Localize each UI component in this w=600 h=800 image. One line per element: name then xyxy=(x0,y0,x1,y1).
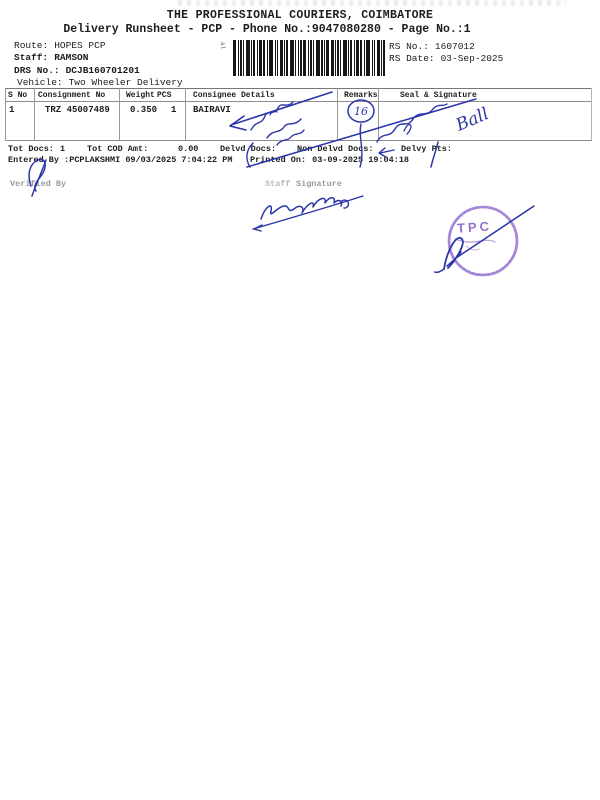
table-border-top xyxy=(5,88,592,89)
staff-line xyxy=(14,52,88,63)
delvy-pts-label: Delvy Pts: xyxy=(401,144,453,154)
rs-date-label: RS Date: xyxy=(389,53,435,64)
cell-consignee: BAIRAVI xyxy=(193,105,231,115)
courier-stamp xyxy=(449,207,517,275)
table-col-divider xyxy=(378,88,379,140)
cell-sno: 1 xyxy=(9,105,15,115)
tot-cod-value: 0.00 xyxy=(178,144,199,154)
route-line xyxy=(14,40,106,51)
drs-no-value: DCJB160701201 xyxy=(65,65,140,76)
table-border-right xyxy=(591,88,592,140)
table-border-left xyxy=(5,88,6,140)
drs-no-line xyxy=(14,65,140,76)
page-top-cutoff-artifact xyxy=(178,0,566,6)
entered-by-value: PCPLAKSHMI 09/03/2025 7:04:22 PM xyxy=(69,155,233,165)
vehicle-value: Two Wheeler Delivery xyxy=(68,77,183,88)
printed-on-line xyxy=(250,155,409,165)
verified-by-label: Verified By xyxy=(10,179,67,189)
rs-date-line xyxy=(389,53,503,64)
stamp-signature-handwriting xyxy=(435,206,534,272)
table-col-divider xyxy=(185,88,186,140)
page-subtitle: Delivery Runsheet - PCP - Phone No.:9047080280 - Page No.:1 xyxy=(63,23,471,36)
non-delvd-docs-label: Non Delvd Docs: xyxy=(297,144,374,154)
pen-scribble-right xyxy=(377,104,447,142)
vehicle-line xyxy=(17,77,183,88)
tot-cod-label: Tot COD Amt: xyxy=(87,144,149,154)
page-title: THE PROFESSIONAL COURIERS, COIMBATORE xyxy=(166,9,434,22)
table-border-bottom xyxy=(5,140,592,141)
drs-no-label: DRS No.: xyxy=(14,65,60,76)
staff-signature-label-word1: Staff xyxy=(265,179,291,189)
stamp-letters: TPC xyxy=(456,218,493,236)
tot-docs-label: Tot Docs: xyxy=(8,144,54,154)
rs-date-value: 03-Sep-2025 xyxy=(440,53,504,64)
printed-on-value: 03-09-2025 19:04:18 xyxy=(312,155,410,165)
staff-signature-handwriting xyxy=(253,196,363,231)
route-value: HOPES PCP xyxy=(54,40,106,51)
table-col-divider xyxy=(119,88,120,140)
table-border-header xyxy=(5,101,592,102)
cell-consignment-no: TRZ 45007489 xyxy=(45,105,110,115)
tot-docs-value: 1 xyxy=(60,144,66,154)
col-header-pcs: PCS xyxy=(157,91,172,100)
col-header-seal: Seal & Signature xyxy=(400,91,477,100)
entered-by-line xyxy=(8,155,232,165)
barcode xyxy=(233,40,385,76)
cell-weight: 0.350 xyxy=(130,105,158,115)
col-header-consignee: Consignee Details xyxy=(193,91,275,100)
col-header-sno: S No xyxy=(8,91,28,100)
rs-no-value: 1607012 xyxy=(434,41,475,52)
staff-label: Staff: xyxy=(14,52,49,63)
col-header-weight: Weight xyxy=(126,91,155,100)
table-col-divider xyxy=(337,88,338,140)
route-label: Route: xyxy=(14,40,49,51)
col-header-remarks: Remarks xyxy=(344,91,378,100)
barcode-edge-text: al xyxy=(219,42,226,50)
staff-value: RAMSON xyxy=(54,52,89,63)
table-col-divider xyxy=(34,88,35,140)
entered-by-label: Entered By : xyxy=(8,155,70,165)
delvd-docs-label: Delvd Docs: xyxy=(220,144,277,154)
handwritten-word-ball: Ball xyxy=(453,104,492,136)
col-header-consignment: Consignment No xyxy=(38,91,106,100)
cell-pcs: 1 xyxy=(171,105,177,115)
rs-no-label: RS No.: xyxy=(389,41,429,52)
vehicle-label: Vehicle: xyxy=(17,77,63,88)
pen-scribble-words xyxy=(251,102,304,145)
staff-signature-label-word2: Signature xyxy=(296,179,342,189)
printed-on-label: Printed On: xyxy=(250,155,307,165)
rs-no-line xyxy=(389,41,475,52)
circled-number-text: 16 xyxy=(354,105,368,118)
